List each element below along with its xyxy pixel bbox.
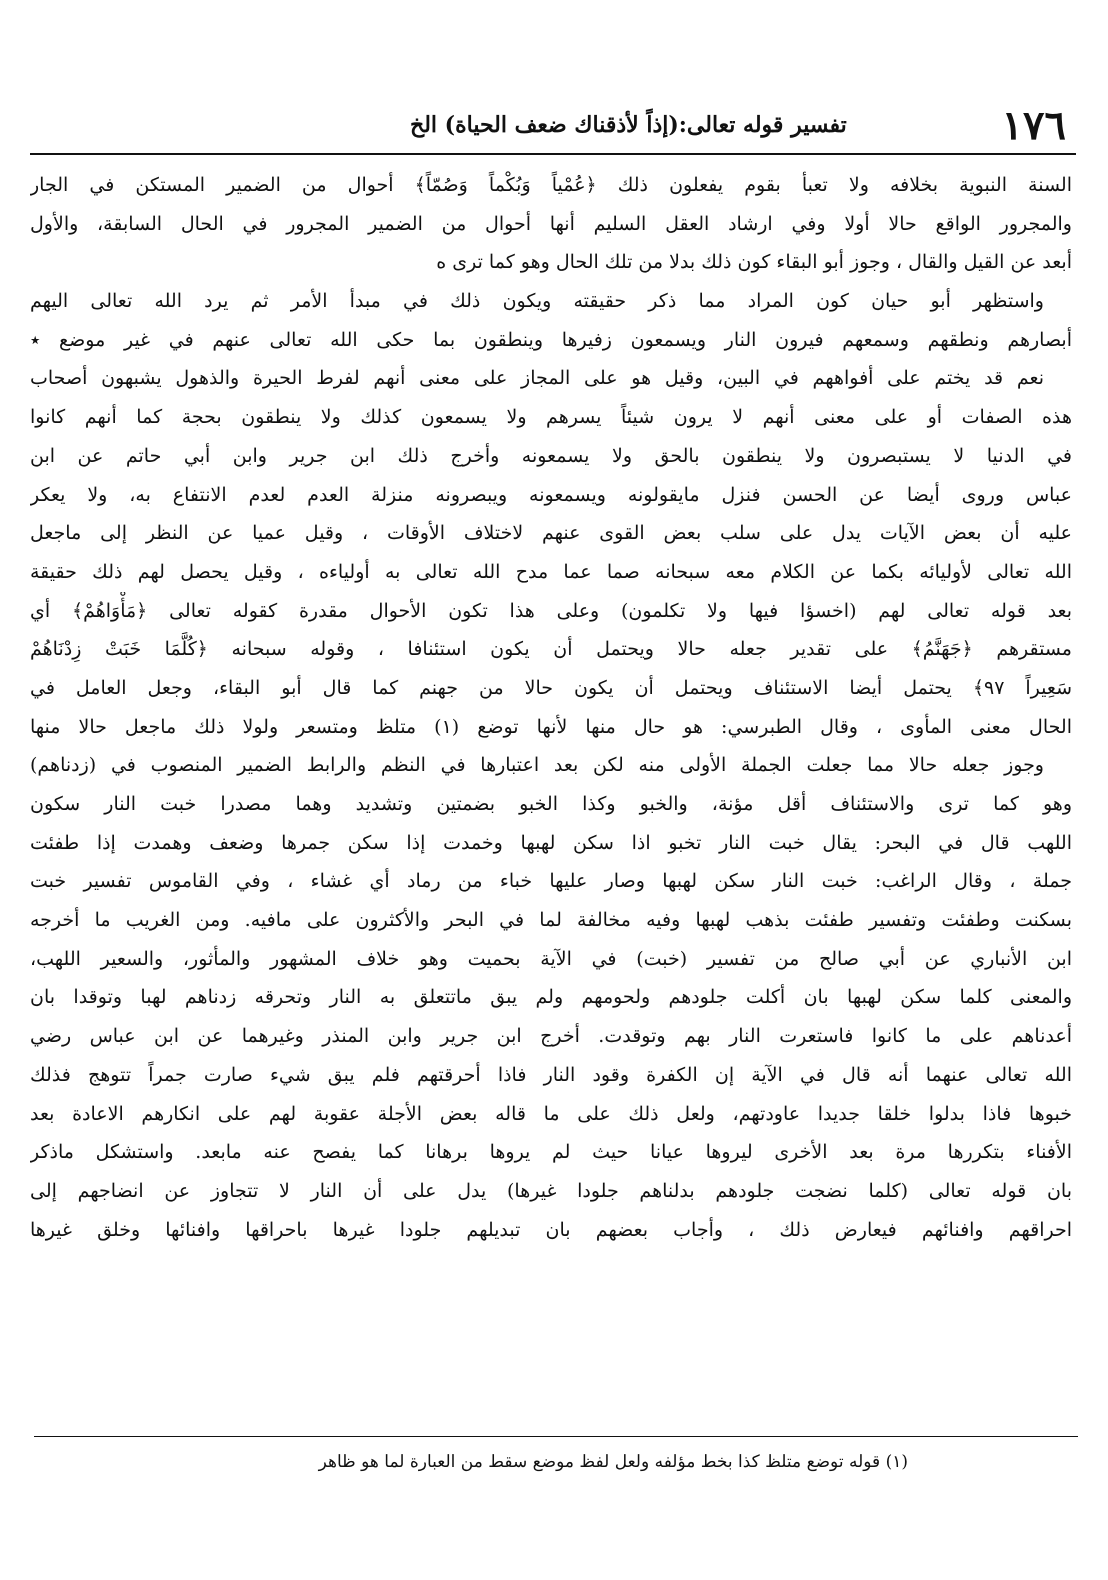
text-line: بسكنت وطفئت وتفسير طفئت بذهب لهبها وفيه مخالفة لما في البحر والأكثرون على مافيه. ومن الغريب ما أخرجه [30,909,1072,932]
text-line: أعدناهم على ما كانوا فاستعرت النار بهم وتوقدت. أخرج ابن جرير وابن المنذر وغيرهما عن ابن عباس رضي [30,1025,1072,1048]
text-line: أبصارهم ونطقهم وسمعهم فيرون النار ويسمعون زفيرها وينطقون بما حكى الله تعالى عنهم في غير موضع ٭ [30,328,1072,351]
text-line: والمعنى كلما سكن لهبها بان أكلت جلودهم ولحومهم ولم يبق ماتتعلق به النار وتحرقه زدناهم لهبا وتوقدا بان [30,986,1072,1009]
text-line: الحال معنى المأوى ، وقال الطبرسي: هو حال منها لأنها توضع (١) متلظ ومتسعر ولولا ذلك ماجعل حالا منها [30,715,1072,738]
text-line: ابن الأنباري عن أبي صالح من تفسير (خبت) في الآية بحميت وهو خلاف المشهور والمأثور، والسعير اللهب، [30,947,1072,970]
text-line: خبوها فاذا بدلوا خلقا جديدا عاودتهم، ولعل ذلك على ما قاله بعض الأجلة عقوبة لهم على انكارهم الاعادة بعد [30,1102,1072,1125]
text-line: السنة النبوية بخلافه ولا تعبأ بقوم يفعلون ذلك ﴿عُمْياً وَبُكْماً وَصُمّاً﴾ أحوال من الضمير المستكن في الجار [30,174,1072,196]
text-line: الأفناء بتكررها مرة بعد الأخرى ليروها عيانا حيث لم يروها برهانا كما يفصح عنه مابعد. واستشكل ماذكر [30,1141,1072,1164]
text-line: الله تعالى لأوليائه بكما عن الكلام معه سبحانه صما عما مدح الله تعالى به أولياءه ، وقيل يحصل لهم ذلك حقيقة [30,560,1072,583]
page-number: ١٧٦ [1001,101,1066,149]
running-title: تفسير قوله تعالى:(إذاً لأذقناك ضعف الحياة) الخ [410,112,847,138]
text-line: عليه أن بعض الآيات يدل على سلب بعض القوى عنهم لاختلاف الأوقات ، وقيل عميا عن النظر إلى ماجعل [30,522,1072,545]
text-line: والمجرور الواقع حالا أولا وفي ارشاد العقل السليم أنها أحوال من الضمير المجرور في الحال السابقة، والأول [30,212,1072,235]
text-line: الله تعالى عنهما أنه قال في الآية إن الكفرة وقود النار فاذا أحرقتهم فلم يبق شيء صارت جمراً تتوهج فذلك [30,1063,1072,1086]
header-rule [30,153,1076,155]
text-line: أبعد عن القيل والقال ، وجوز أبو البقاء كون ذلك بدلا من تلك الحال وهو كما ترى ه [436,251,1072,274]
text-line: هذه الصفات أو على معنى أنهم لا يرون شيئاً يسرهم ولا يسمعون كذلك ولا ينطقون بحجة كما أنهم كانوا [30,406,1072,429]
body-text [30,166,1072,1249]
footnote-rule [34,1436,1078,1437]
text-line: وجوز جعله حالا مما جعلت الجملة الأولى منه لكن بعد اعتبارها في النظم والرابط الضمير المنصوب في (زدناهم) [30,754,1044,777]
text-line: واستظهر أبو حيان كون المراد مما ذكر حقيقته ويكون ذلك في مبدأ الأمر ثم يرد الله تعالى اليهم [30,290,1044,313]
text-line: نعم قد يختم على أفواههم في البين، وقيل هو على المجاز على معنى أنهم لفرط الحيرة والذهول يشبهون أصحاب [30,367,1044,390]
text-line: في الدنيا لا يستبصرون ولا ينطقون بالحق ولا يسمعونه وأخرج ذلك ابن جرير وابن أبي حاتم عن ابن [30,444,1072,467]
text-line: سَعِيراً ٩٧﴾ يحتمل أيضا الاستئناف ويحتمل أن يكون حالا من جهنم كما قال أبو البقاء، وجعل العامل في [30,676,1072,699]
text-line: عباس وروى أيضا عن الحسن فنزل مايقولونه ويسمعونه ويبصرونه منزلة العدم لعدم الانتفاع به، ولا يعكر [30,483,1072,506]
text-line: جملة ، وقال الراغب: خبت النار سكن لهبها وصار عليها خباء من رماد أي غشاء ، وفي القاموس تفسير خبت [30,870,1072,893]
text-line: مستقرهم ﴿جَهَنَّمُ﴾ على تقدير جعله حالا ويحتمل أن يكون استئنافا ، وقوله سبحانه ﴿كُلَّمَا خَبَتْ زِدْنَاهُمْ [30,638,1072,661]
text-line: اللهب قال في البحر: يقال خبت النار تخبو اذا سكن لهبها وخمدت إذا سكن جمرها وضعف وهمدت إذا طفئت [30,831,1072,854]
text-line: وهو كما ترى والاستئناف أقل مؤنة، والخبو وكذا الخبو بضمتين وتشديد وهما مصدرا خبت النار سكون [30,793,1072,815]
text-line: احراقهم وافنائهم فيعارض ذلك ، وأجاب بعضهم بان تبديلهم جلودا غيرها باحراقها وافنائها وخلق غيرها [30,1218,1072,1241]
footnote: (١) قوله توضع متلظ كذا بخط مؤلفه ولعل لفظ موضع سقط من العبارة لما هو ظاهر [318,1452,908,1472]
text-line: بان قوله تعالى (كلما نضجت جلودهم بدلناهم جلودا غيرها) يدل على أن النار لا تتجاوز عن انضاجهم إلى [30,1179,1072,1202]
page-header [30,98,1066,152]
text-line: بعد قوله تعالى لهم (اخسؤا فيها ولا تكلمون) وعلى هذا تكون الأحوال مقدرة كقوله تعالى ﴿مَأْوَاهُمْ﴾ أي [30,599,1072,622]
